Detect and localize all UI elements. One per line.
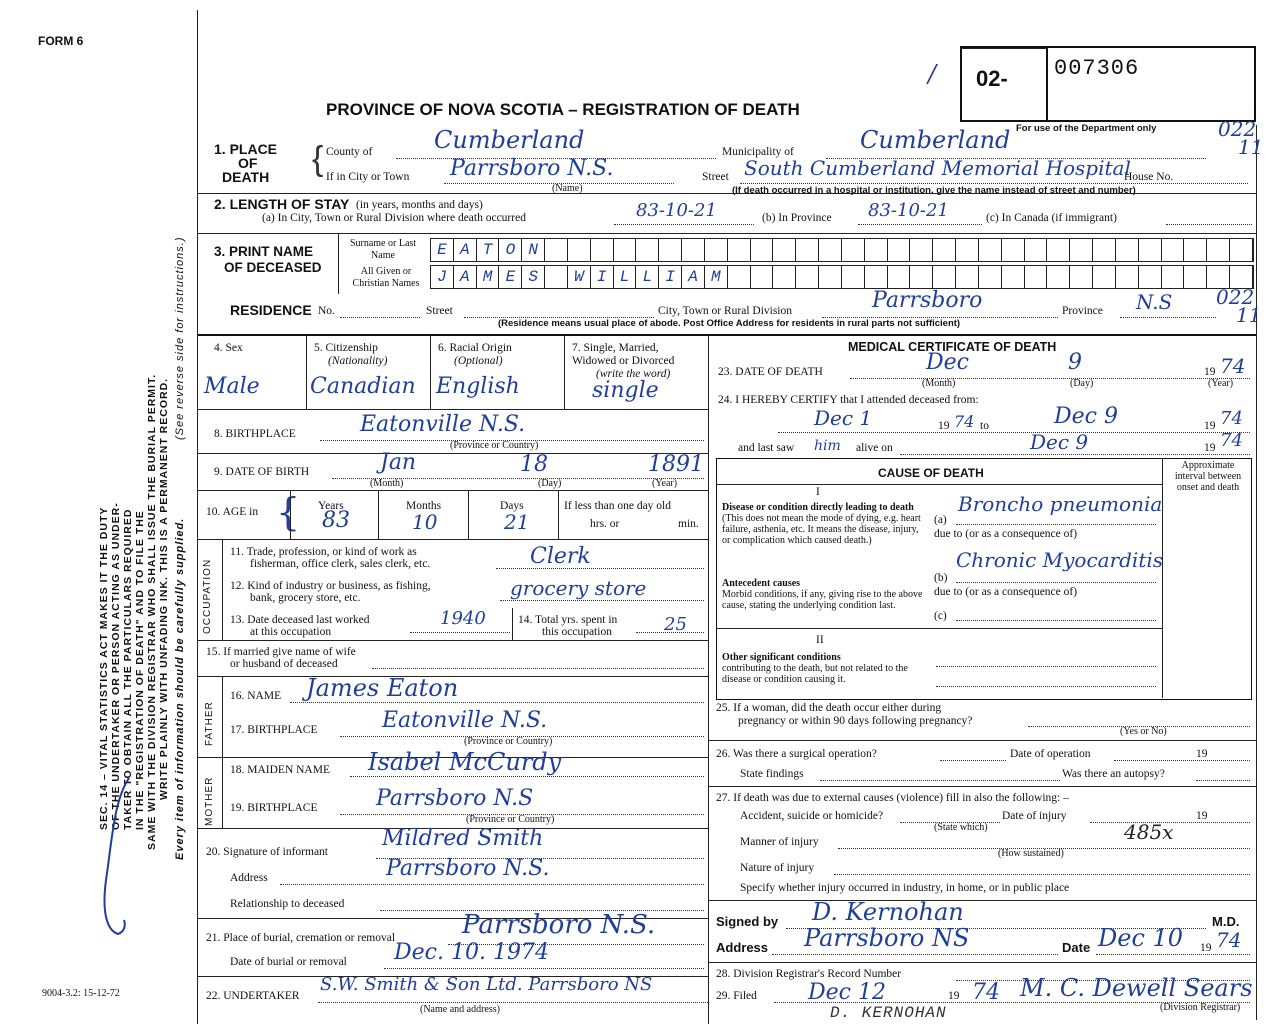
- attended-label: 24. I HEREBY CERTIFY that I attended deceased from:: [718, 394, 979, 406]
- dob-month-sublabel: (Month): [370, 478, 404, 489]
- informant-address-value: Parrsboro N.S.: [386, 856, 550, 881]
- given-names-letter-box[interactable]: [910, 266, 933, 288]
- surname-letter-box[interactable]: N: [522, 239, 545, 261]
- signed-address-label: Address: [716, 940, 769, 955]
- father-birthplace-value: Eatonville N.S.: [382, 708, 548, 733]
- given-names-letter-box[interactable]: [1162, 266, 1185, 288]
- cause-a-value: Broncho pneumonia: [958, 492, 1163, 516]
- mother-name-label: 18. MAIDEN NAME: [230, 764, 330, 776]
- county-label: County of: [326, 146, 373, 158]
- surname-letter-box[interactable]: [751, 239, 774, 261]
- s13-label: 13. Date deceased last worked at this occupation: [230, 614, 370, 638]
- s11-value: Clerk: [530, 544, 591, 569]
- nature-label: Nature of injury: [740, 862, 815, 874]
- given-names-letter-box[interactable]: [865, 266, 888, 288]
- cause-b-value: Chronic Myocarditis: [956, 548, 1164, 572]
- specify-label: Specify whether injury occurred in industry, in home, or in public place: [740, 882, 1070, 894]
- given-names-letter-box[interactable]: [773, 266, 796, 288]
- given-names-letter-box[interactable]: [1025, 266, 1048, 288]
- street-label: Street: [702, 171, 729, 183]
- surname-letter-box[interactable]: [1070, 239, 1093, 261]
- s2a-value: 83-10-21: [636, 200, 717, 221]
- dob-year: 1891: [648, 452, 704, 477]
- findings-label: State findings: [740, 768, 804, 780]
- undertaker-sublabel: (Name and address): [420, 1004, 500, 1015]
- age-min-label: min.: [678, 518, 699, 530]
- death-day-sublabel: (Day): [1070, 378, 1094, 389]
- death-month: Dec: [926, 350, 969, 375]
- s2a-label: (a) In City, Town or Rural Division where death occurred: [262, 212, 526, 224]
- handwritten-mark: [84, 770, 144, 940]
- residence-province-label: Province: [1062, 305, 1103, 317]
- s2b-value: 83-10-21: [868, 200, 949, 221]
- city-label: If in City or Town: [326, 171, 410, 183]
- age-days-value: 21: [504, 510, 530, 534]
- dob-label: 9. DATE OF BIRTH: [214, 466, 310, 478]
- disease-label: Disease or condition directly leading to death (This does not mean the mode of dying, e.g. heart failure, asthenia, etc. It means the disease, injury, or complication which caused death.): [722, 502, 921, 546]
- father-birthplace-label: 17. BIRTHPLACE: [230, 724, 318, 736]
- signed-address-value: Parrsboro NS: [804, 924, 970, 952]
- s2c-label: (c) In Canada (if immigrant): [986, 212, 1117, 224]
- given-names-letter-box[interactable]: [819, 266, 842, 288]
- dept-use-label: For use of the Department only: [1016, 123, 1157, 134]
- informant-address-label: Address: [230, 872, 268, 884]
- death-year-sublabel: (Year): [1208, 378, 1234, 389]
- lastsaw-year-prefix: 19: [1204, 442, 1216, 454]
- filed-date: Dec 12: [808, 980, 886, 1005]
- mother-birthplace-value: Parrsboro N.S: [376, 786, 534, 811]
- surname-letter-box[interactable]: T: [477, 239, 500, 261]
- municipality-label: Municipality of: [722, 146, 794, 158]
- given-names-letter-box[interactable]: [956, 266, 979, 288]
- cause-due-label-1: due to (or as a consequence of): [934, 528, 1078, 540]
- s14-value: 25: [664, 614, 687, 635]
- surname-letter-box[interactable]: [773, 239, 796, 261]
- cause-title: CAUSE OF DEATH: [878, 466, 984, 480]
- pregnancy-label: 25. If a woman, did the death occur either during pregnancy or within 90 days following pregnancy?: [716, 702, 973, 727]
- given-names-letter-box[interactable]: [1002, 266, 1025, 288]
- father-side-label: FATHER: [204, 701, 215, 746]
- given-names-label: All Given or Christian Names: [352, 266, 420, 289]
- registrar-sublabel: (Division Registrar): [1160, 1002, 1241, 1013]
- surname-letter-box[interactable]: [591, 239, 614, 261]
- given-names-letter-box[interactable]: [979, 266, 1002, 288]
- manner-label: Manner of injury: [740, 836, 819, 848]
- sidebar-line8: (See reverse side for instructions.): [174, 236, 186, 440]
- signed-by-label: Signed by: [716, 914, 779, 929]
- dob-day: 18: [520, 452, 548, 477]
- mother-birthplace-sublabel: (Province or Country): [466, 814, 555, 825]
- manner-sublabel: (How sustained): [998, 848, 1064, 859]
- surname-letter-box[interactable]: [956, 239, 979, 261]
- s14-label: 14. Total yrs. spent in this occupation: [518, 614, 618, 638]
- injury-year-prefix: 19: [1196, 810, 1208, 822]
- alive-on-label: alive on: [856, 442, 893, 454]
- sidebar-line3: TAKER TO OBTAIN ALL THE PARTICULARS REQUIRED: [122, 508, 134, 830]
- given-names-letter-boxes[interactable]: [430, 265, 1254, 289]
- dob-day-sublabel: (Day): [538, 478, 562, 489]
- signed-by-value: D. Kernohan: [812, 898, 964, 926]
- given-names-letter-box[interactable]: W: [568, 266, 591, 288]
- residence-note: (Residence means usual place of abode. Post Office Address for residents in rural parts not sufficient): [498, 318, 961, 329]
- mother-name-value: Isabel McCurdy: [368, 748, 562, 776]
- given-names-letter-box[interactable]: [796, 266, 819, 288]
- surname-letter-box[interactable]: [888, 239, 911, 261]
- given-names-letter-box[interactable]: [751, 266, 774, 288]
- municipality-value: Cumberland: [860, 126, 1011, 154]
- given-names-letter-box[interactable]: I: [659, 266, 682, 288]
- age-label: 10. AGE in: [206, 506, 259, 518]
- surname-letter-box[interactable]: [1116, 239, 1139, 261]
- age-brace: {: [276, 490, 301, 534]
- burial-date-label: Date of burial or removal: [230, 956, 347, 968]
- father-name-value: James Eaton: [306, 674, 459, 702]
- sidebar-line1: SEC. 14 – VITAL STATISTICS ACT MAKES IT THE DUTY: [98, 506, 110, 830]
- given-names-letter-box[interactable]: I: [591, 266, 614, 288]
- given-names-letter-box[interactable]: [728, 266, 751, 288]
- surname-letter-box[interactable]: [728, 239, 751, 261]
- surname-letter-box[interactable]: [979, 239, 1002, 261]
- external-causes-label: 27. If death was due to external causes (violence) fill in also the following: –: [716, 792, 1069, 804]
- left-border: [197, 10, 198, 1024]
- death-date-label: 23. DATE OF DEATH: [718, 366, 823, 378]
- father-name-label: 16. NAME: [230, 690, 282, 702]
- given-names-letter-box[interactable]: A: [454, 266, 477, 288]
- given-names-letter-box[interactable]: [888, 266, 911, 288]
- surname-letter-boxes[interactable]: [430, 238, 1254, 262]
- given-names-letter-box[interactable]: [933, 266, 956, 288]
- birthplace-label: 8. BIRTHPLACE: [214, 428, 296, 440]
- residence-label: RESIDENCE: [230, 302, 312, 318]
- citizenship-label: 5. Citizenship (Nationality): [314, 342, 388, 367]
- surname-letter-box[interactable]: [682, 239, 705, 261]
- citizenship-value: Canadian: [310, 374, 416, 399]
- autopsy-label: Was there an autopsy?: [1062, 768, 1165, 780]
- age-days-label: Days: [500, 500, 524, 512]
- operation-year-prefix: 19: [1196, 748, 1208, 760]
- attended-to-year: 74: [1220, 408, 1243, 429]
- racial-origin-value: English: [436, 374, 520, 399]
- given-names-letter-box[interactable]: [1093, 266, 1116, 288]
- surname-letter-box[interactable]: [819, 239, 842, 261]
- s3-label: 3. PRINT NAME OF DECEASED: [214, 244, 322, 275]
- sex-label: 4. Sex: [214, 342, 243, 354]
- informant-value: Mildred Smith: [382, 826, 544, 851]
- s2b-label: (b) In Province: [762, 212, 832, 224]
- record-number-label: 28. Division Registrar's Record Number: [716, 968, 902, 980]
- sidebar-line4: IN THE "REGISTRATION OF DEATH" AND TO FILE THE: [134, 510, 146, 830]
- attended-to: Dec 9: [1054, 404, 1118, 429]
- accident-label: Accident, suicide or homicide?: [740, 810, 884, 822]
- s11-label: 11. Trade, profession, or kind of work as fisherman, office clerk, sales clerk, etc.: [230, 546, 431, 570]
- registrar-signature: M. C. Dewell Sears: [1020, 974, 1253, 1002]
- surname-letter-box[interactable]: [705, 239, 728, 261]
- surname-letter-box[interactable]: [636, 239, 659, 261]
- given-names-letter-box[interactable]: [842, 266, 865, 288]
- surname-letter-box[interactable]: [796, 239, 819, 261]
- residence-province-value: N.S: [1136, 290, 1173, 314]
- registration-number-box: [960, 46, 1256, 122]
- cause-a-label: (a): [934, 514, 947, 526]
- other-conditions-label: Other significant conditions contributing to the death, but not related to the disease or condition causing it.: [722, 652, 908, 685]
- given-names-letter-box[interactable]: M: [705, 266, 728, 288]
- birthplace-sublabel: (Province or Country): [450, 440, 539, 451]
- attended-to-year-prefix: 19: [1204, 420, 1216, 432]
- filed-year: 74: [972, 980, 1000, 1005]
- lastsaw-him: him: [814, 438, 841, 454]
- bottom-stamp: D. KERNOHAN: [830, 1004, 947, 1022]
- check-mark: /: [928, 60, 937, 88]
- s2-sublabel: (in years, months and days): [356, 199, 483, 211]
- given-names-letter-box[interactable]: [1047, 266, 1070, 288]
- informant-label: 20. Signature of informant: [206, 846, 329, 858]
- surname-letter-box[interactable]: [1025, 239, 1048, 261]
- antecedent-label: Antecedent causes Morbid conditions, if any, giving rise to the above cause, stating the underlying condition last.: [722, 578, 923, 611]
- surname-letter-box[interactable]: [933, 239, 956, 261]
- sex-value: Male: [204, 374, 260, 399]
- attended-from: Dec 1: [814, 406, 873, 430]
- given-names-letter-box[interactable]: L: [636, 266, 659, 288]
- mother-birthplace-label: 19. BIRTHPLACE: [230, 802, 318, 814]
- surname-letter-box[interactable]: [1139, 239, 1162, 261]
- informant-relationship-label: Relationship to deceased: [230, 898, 345, 910]
- surname-label: Surname or Last Name: [349, 238, 417, 261]
- residence-no-label: No.: [318, 305, 335, 317]
- s1-brace: {: [312, 140, 324, 178]
- dob-year-sublabel: (Year): [652, 478, 678, 489]
- death-year-prefix: 19: [1204, 366, 1216, 378]
- s12-label: 12. Kind of industry or business, as fishing, bank, grocery store, etc.: [230, 580, 431, 604]
- medical-title: MEDICAL CERTIFICATE OF DEATH: [848, 340, 1057, 354]
- burial-place-value: Parrsboro N.S.: [462, 910, 656, 940]
- surname-letter-box[interactable]: [1093, 239, 1116, 261]
- surname-letter-box[interactable]: [1047, 239, 1070, 261]
- s12-value: grocery store: [510, 576, 647, 600]
- surname-letter-box[interactable]: [1184, 239, 1207, 261]
- mother-side-label: MOTHER: [204, 776, 215, 826]
- signed-date-value: Dec 10: [1098, 924, 1184, 952]
- s2-label: 2. LENGTH OF STAY: [214, 196, 350, 212]
- cause-roman-2: II: [816, 634, 824, 646]
- city-name-sublabel: (Name): [552, 183, 583, 194]
- age-months-label: Months: [406, 500, 442, 512]
- given-names-letter-box[interactable]: [1139, 266, 1162, 288]
- right-border: [1256, 125, 1257, 1020]
- signed-year: 74: [1216, 928, 1242, 952]
- cause-roman-1: I: [816, 486, 820, 498]
- surname-letter-box[interactable]: [1230, 239, 1253, 261]
- undertaker-label: 22. UNDERTAKER: [206, 990, 300, 1002]
- attended-to-label: to: [980, 420, 989, 432]
- operation-date-label: Date of operation: [1010, 748, 1091, 760]
- sidebar-line7: Every item of information should be carefully supplied.: [174, 517, 186, 860]
- lastsaw-date: Dec 9: [1030, 430, 1089, 454]
- form-code: 9004-3.2: 15-12-72: [42, 988, 120, 999]
- registration-prefix: 02-: [976, 66, 1008, 91]
- city-value: Parrsboro N.S.: [450, 156, 614, 181]
- residence-street-label: Street: [426, 305, 453, 317]
- surname-letter-box[interactable]: [842, 239, 865, 261]
- cause-b-label: (b): [934, 572, 948, 584]
- surgery-label: 26. Was there a surgical operation?: [716, 748, 877, 760]
- surname-letter-box[interactable]: [1207, 239, 1230, 261]
- filed-year-prefix: 19: [948, 990, 960, 1002]
- residence-code: 022 11: [1216, 285, 1262, 327]
- md-label: M.D.: [1212, 914, 1240, 929]
- surname-letter-box[interactable]: [865, 239, 888, 261]
- street-value: South Cumberland Memorial Hospital: [744, 156, 1131, 180]
- attended-from-year-prefix: 19: [938, 420, 950, 432]
- county-value: Cumberland: [434, 126, 585, 154]
- marital-status-value: single: [592, 378, 659, 403]
- signed-date-label: Date: [1062, 940, 1091, 955]
- death-year: 74: [1220, 354, 1246, 378]
- burial-date-value: Dec. 10. 1974: [394, 940, 549, 965]
- residence-city-value: Parrsboro: [872, 288, 983, 313]
- sidebar-line5: SAME WITH THE DIVISION REGISTRAR WHO SHALL ISSUE THE BURIAL PERMIT.: [146, 373, 158, 850]
- surname-letter-box[interactable]: [614, 239, 637, 261]
- age-years-label: Years: [318, 500, 344, 512]
- residence-city-label: City, Town or Rural Division: [658, 305, 793, 317]
- given-names-letter-box[interactable]: M: [477, 266, 500, 288]
- signed-year-prefix: 19: [1200, 942, 1212, 954]
- house-no-label: House No.: [1124, 171, 1174, 183]
- birthplace-value: Eatonville N.S.: [360, 412, 526, 437]
- age-less-label: If less than one day old: [564, 500, 671, 512]
- given-names-letter-box[interactable]: [1116, 266, 1139, 288]
- undertaker-value: S.W. Smith & Son Ltd. Parrsboro NS: [320, 974, 653, 995]
- surname-letter-box[interactable]: [910, 239, 933, 261]
- sidebar-line6: WRITE PLAINLY WITH UNFADING INK. THIS IS A PERMANENT RECORD.: [158, 377, 170, 800]
- page-title: PROVINCE OF NOVA SCOTIA – REGISTRATION OF DEATH: [326, 100, 800, 119]
- racial-origin-label: 6. Racial Origin (Optional): [438, 342, 512, 367]
- given-names-letter-box[interactable]: [1070, 266, 1093, 288]
- lastsaw-year: 74: [1220, 430, 1243, 451]
- surname-letter-box[interactable]: [1162, 239, 1185, 261]
- father-birthplace-sublabel: (Province or Country): [464, 736, 553, 747]
- s1-label: 1. PLACE OF DEATH: [214, 141, 278, 185]
- s13-value: 1940: [440, 608, 486, 629]
- cause-due-label-2: due to (or as a consequence of): [934, 586, 1078, 598]
- surname-letter-box[interactable]: [1002, 239, 1025, 261]
- given-names-letter-box[interactable]: E: [499, 266, 522, 288]
- sidebar-line2: OF THE UNDERTAKER OR PERSON ACTING AS UNDER-: [110, 502, 122, 830]
- accident-sublabel: (State which): [934, 822, 988, 833]
- injury-date-label: Date of injury: [1002, 810, 1067, 822]
- given-names-letter-box[interactable]: S: [522, 266, 545, 288]
- given-names-letter-box[interactable]: [545, 266, 568, 288]
- occupation-side-label: OCCUPATION: [202, 558, 213, 634]
- age-months-value: 10: [412, 510, 438, 534]
- surname-letter-box[interactable]: A: [454, 239, 477, 261]
- hospital-note: (If death occurred in a hospital or institution, give the name instead of street and number): [732, 185, 1136, 196]
- surname-letter-box[interactable]: O: [499, 239, 522, 261]
- injury-note: 485x: [1124, 820, 1174, 844]
- place-code: 022 11: [1218, 117, 1264, 159]
- attended-from-year: 74: [954, 412, 975, 431]
- s15-label: 15. If married give name of wife or husband of deceased: [206, 646, 356, 670]
- surname-letter-box[interactable]: [659, 239, 682, 261]
- given-names-letter-box[interactable]: J: [431, 266, 454, 288]
- surname-letter-box[interactable]: E: [431, 239, 454, 261]
- lastsaw-label: and last saw: [738, 442, 795, 454]
- death-month-sublabel: (Month): [922, 378, 956, 389]
- marital-status-label: 7. Single, Married, Widowed or Divorced (write the word): [572, 342, 675, 380]
- age-years-value: 83: [322, 508, 350, 533]
- form-label: FORM 6: [38, 34, 84, 48]
- surname-letter-box[interactable]: [545, 239, 568, 261]
- registration-number: 007306: [1054, 56, 1140, 81]
- cause-c-label: (c): [934, 610, 947, 622]
- death-day: 9: [1068, 350, 1082, 375]
- given-names-letter-box[interactable]: [1184, 266, 1207, 288]
- pregnancy-sublabel: (Yes or No): [1120, 726, 1167, 737]
- surname-letter-box[interactable]: [568, 239, 591, 261]
- interval-label: Approximate interval between onset and death: [1174, 460, 1242, 493]
- given-names-letter-box[interactable]: L: [614, 266, 637, 288]
- given-names-letter-box[interactable]: A: [682, 266, 705, 288]
- filed-label: 29. Filed: [716, 990, 757, 1002]
- burial-place-label: 21. Place of burial, cremation or removal: [206, 932, 396, 944]
- dob-month: Jan: [380, 450, 417, 475]
- age-hrs-label: hrs. or: [590, 518, 620, 530]
